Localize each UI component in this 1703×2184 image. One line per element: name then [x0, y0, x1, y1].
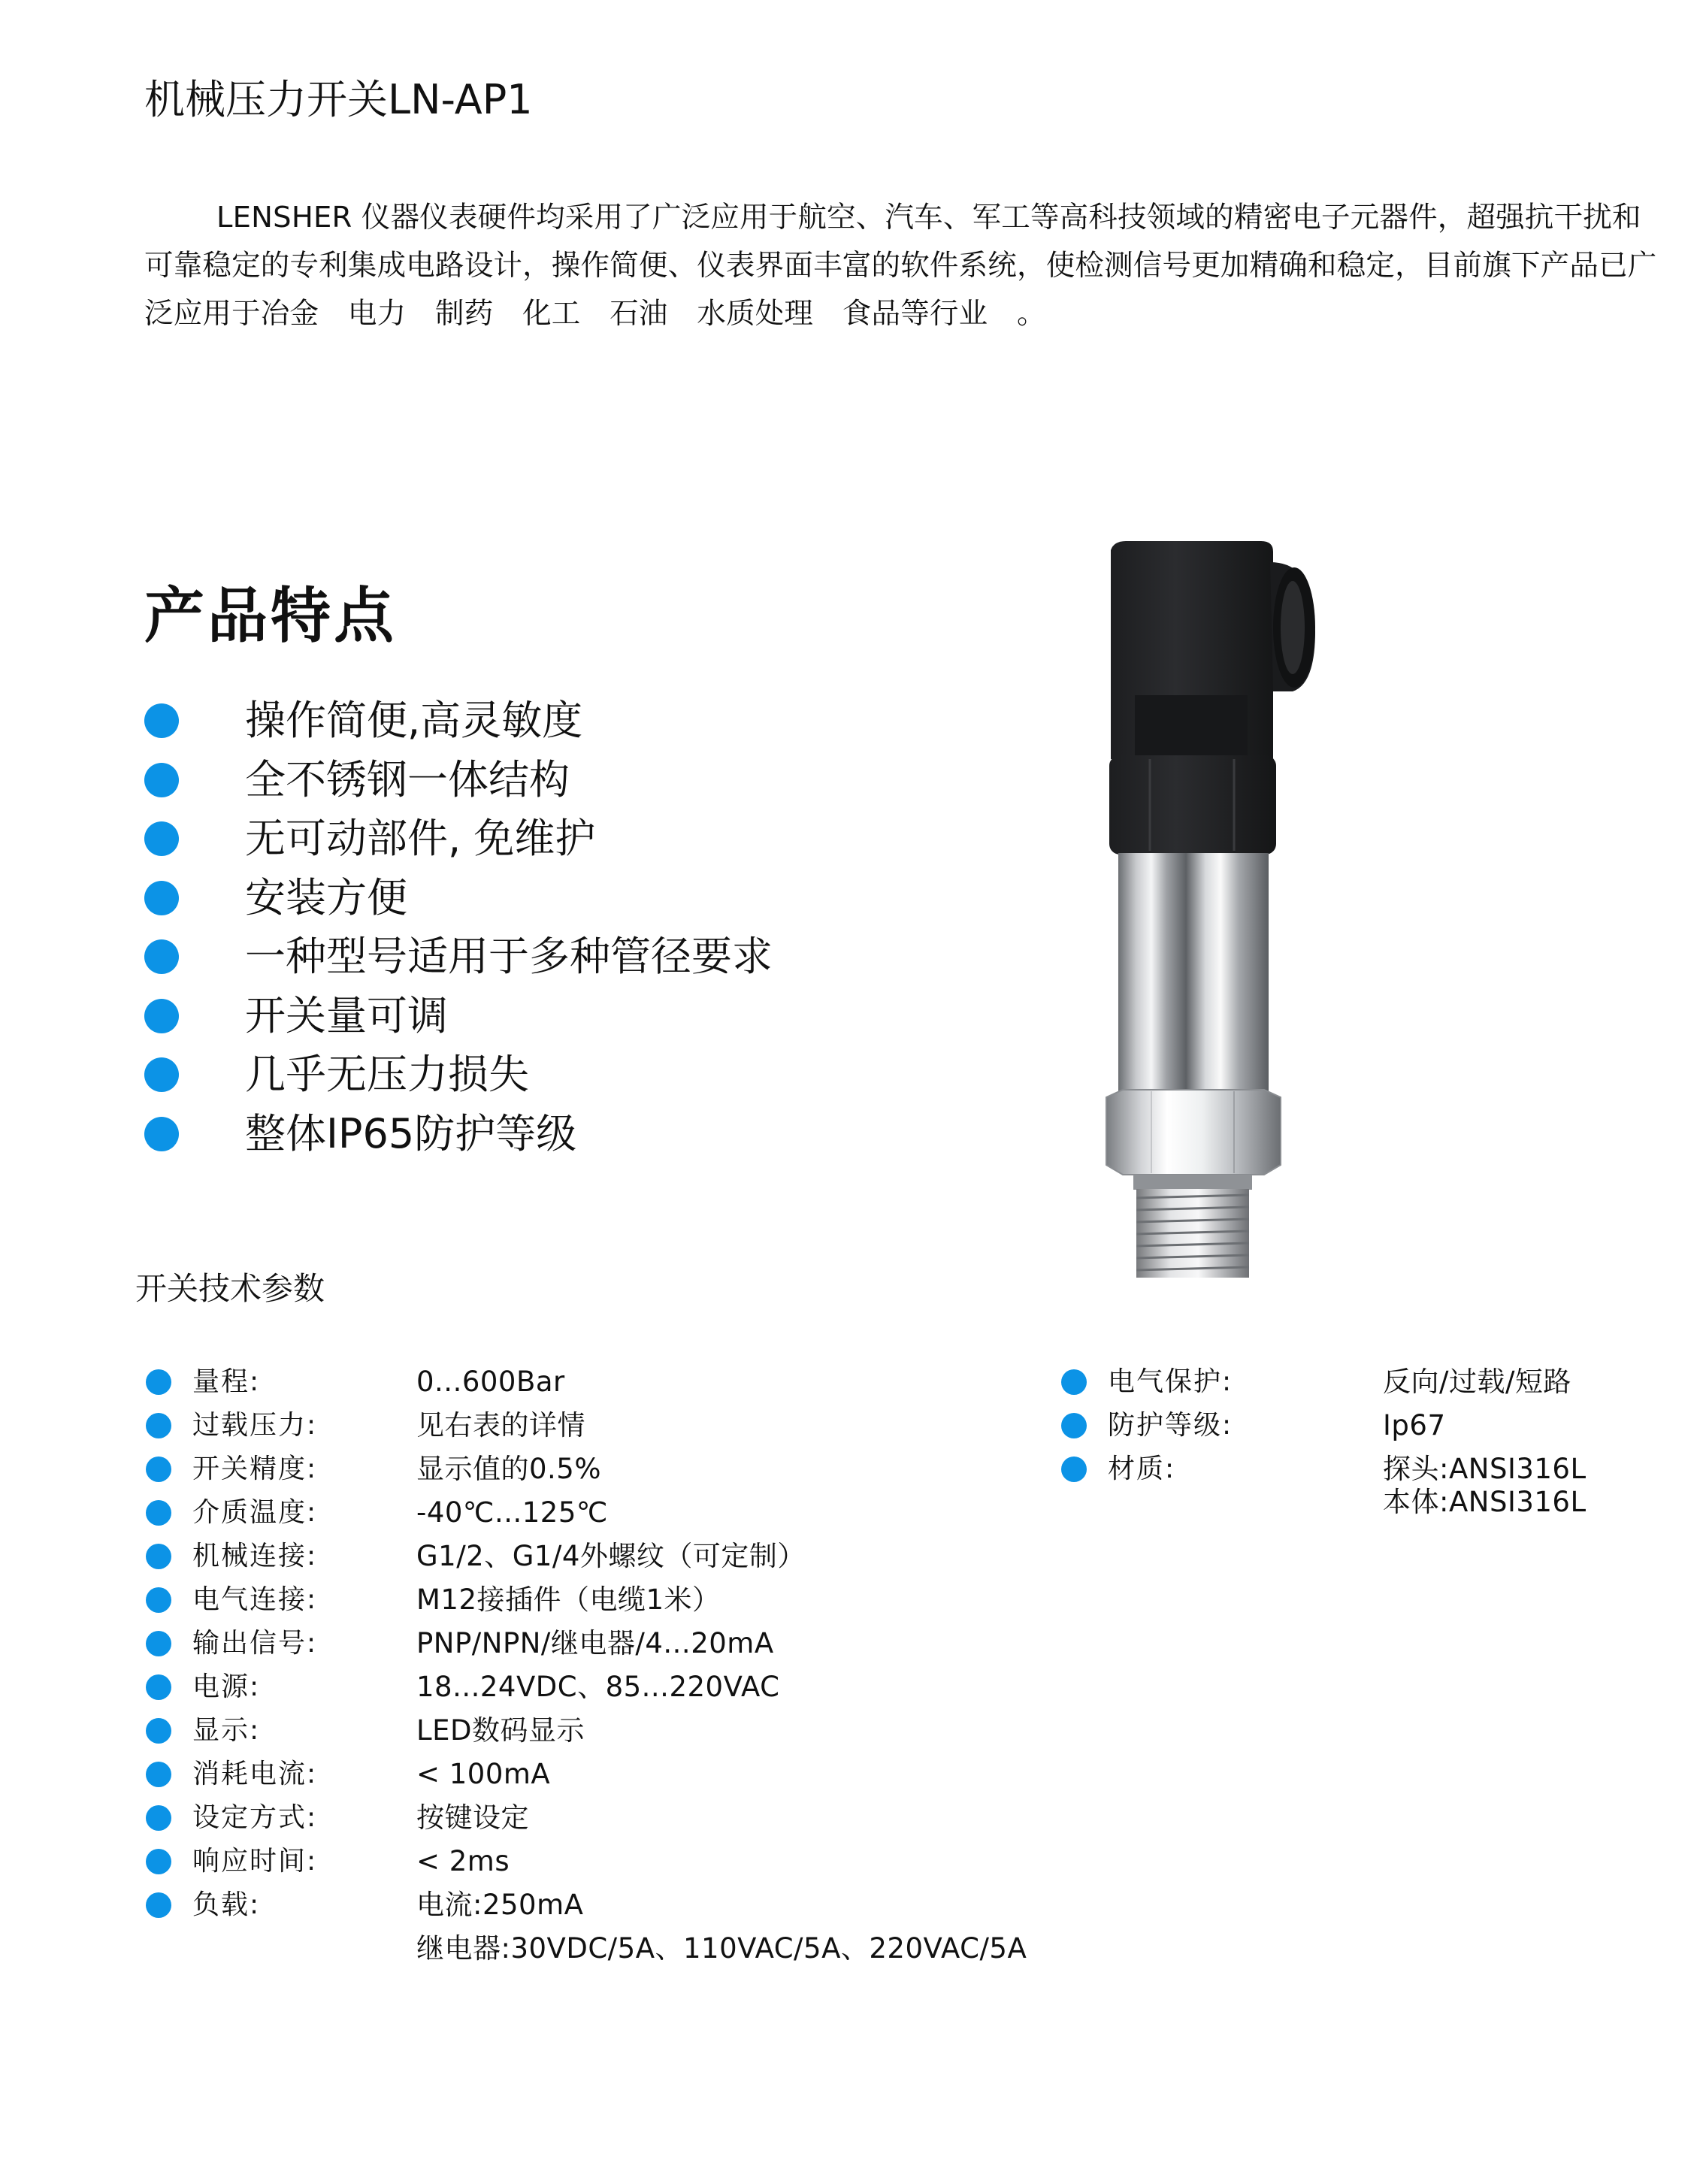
bullet-icon: [144, 999, 179, 1033]
spec-label: 显示:: [192, 1715, 261, 1746]
bullet-icon: [146, 1631, 171, 1656]
bullet-icon: [1061, 1457, 1087, 1482]
features-heading: 产品特点: [144, 581, 397, 651]
spec-value: 按键设定: [416, 1801, 529, 1834]
feature-item: [144, 987, 773, 1046]
spec-label: 电气保护:: [1108, 1366, 1233, 1397]
tech-params-heading: 开关技术参数: [135, 1270, 325, 1307]
spec-label: 介质温度:: [192, 1497, 318, 1528]
feature-item: [144, 751, 773, 810]
intro-paragraph: [144, 194, 1670, 338]
spec-value: -40℃...125℃: [416, 1496, 608, 1529]
spec-value: G1/2、G1/4外螺纹（可定制）: [416, 1540, 806, 1572]
spec-label: 电源:: [192, 1671, 261, 1702]
bullet-icon: [146, 1544, 171, 1569]
bullet-icon: [146, 1805, 171, 1831]
bullet-icon: [146, 1674, 171, 1700]
feature-text: 安装方便: [245, 873, 407, 921]
feature-text: 一种型号适用于多种管径要求: [245, 933, 773, 981]
spec-value: Ip67: [1383, 1409, 1446, 1441]
bullet-icon: [146, 1718, 171, 1744]
feature-text: 整体IP65防护等级: [245, 1109, 577, 1157]
spec-label: 响应时间:: [192, 1846, 318, 1877]
bullet-icon: [146, 1457, 171, 1482]
intro-line: 干扰和可靠稳定的专利集成电路设计，操作简便、仪表界面丰富的软件系统，使检测信号更加精确和稳定，目前: [144, 201, 1641, 283]
spec-value: PNP/NPN/继电器/4...20mA: [416, 1627, 774, 1659]
spec-label: 量程:: [192, 1366, 261, 1397]
bullet-icon: [146, 1762, 171, 1787]
spec-label: 设定方式:: [192, 1802, 318, 1833]
feature-item: [144, 1045, 773, 1105]
feature-item: [144, 927, 773, 987]
spec-value: LED数码显示: [416, 1714, 585, 1747]
feature-list: [144, 691, 773, 1163]
spec-value: 继电器:30VDC/5A、110VAC/5A、220VAC/5A: [416, 1932, 1027, 1965]
bullet-icon: [144, 763, 179, 797]
bullet-icon: [1061, 1369, 1087, 1395]
feature-text: 无可动部件, 免维护: [245, 815, 596, 863]
bullet-icon: [146, 1587, 171, 1613]
bullet-icon: [144, 1117, 179, 1151]
bullet-icon: [144, 703, 179, 738]
spec-value: < 2ms: [416, 1845, 510, 1877]
feature-item: [144, 869, 773, 928]
spec-value: 反向/过载/短路: [1383, 1366, 1571, 1398]
spec-value: [1383, 1453, 1587, 1519]
spec-label: 开关精度:: [192, 1453, 318, 1484]
spec-value-line: 探头:ANSI316L: [1383, 1453, 1587, 1485]
bullet-icon: [146, 1892, 171, 1918]
spec-value: 0...600Bar: [416, 1366, 565, 1398]
spec-value: 显示值的0.5%: [416, 1453, 601, 1485]
spec-value: 见右表的详情: [416, 1409, 585, 1441]
bullet-icon: [146, 1413, 171, 1438]
spec-label: 材质:: [1108, 1453, 1176, 1484]
spec-value-line: 本体:ANSI316L: [1383, 1486, 1587, 1518]
spec-label: 电气连接:: [192, 1584, 318, 1615]
intro-line: 旗下产品已广泛应用于冶金 电力 制药 化工 石油 水质处理 食品等行业 。: [144, 249, 1657, 331]
bullet-icon: [144, 821, 179, 856]
spec-label: 消耗电流:: [192, 1759, 318, 1789]
bullet-icon: [146, 1369, 171, 1395]
bullet-icon: [146, 1849, 171, 1874]
bullet-icon: [146, 1500, 171, 1526]
feature-text: 开关量可调: [245, 991, 448, 1039]
spec-label: 防护等级:: [1108, 1410, 1233, 1441]
spec-label: 负载:: [192, 1889, 261, 1920]
intro-line: LENSHER 仪器仪表硬件均采用了广泛应用于航空、汽车、军工等高科技领域的精密电子元器件，超强抗: [216, 201, 1554, 234]
bullet-icon: [144, 939, 179, 974]
spec-value: < 100mA: [416, 1758, 551, 1790]
spec-value: M12接插件（电缆1米）: [416, 1584, 721, 1616]
feature-text: 几乎无压力损失: [245, 1051, 529, 1099]
feature-text: 操作简便,高灵敏度: [245, 697, 583, 745]
spec-label: 输出信号:: [192, 1628, 318, 1659]
spec-label: 过载压力:: [192, 1410, 318, 1441]
spec-value: 18...24VDC、85...220VAC: [416, 1671, 780, 1703]
feature-item: [144, 691, 773, 751]
feature-item: [144, 809, 773, 869]
spec-label: 机械连接:: [192, 1541, 318, 1571]
feature-text: 全不锈钢一体结构: [245, 755, 570, 803]
pressure-switch-image: [1067, 541, 1323, 1278]
bullet-icon: [1061, 1413, 1087, 1438]
bullet-icon: [144, 1057, 179, 1092]
page-title: 机械压力开关LN-AP1: [144, 76, 533, 123]
bullet-icon: [144, 881, 179, 915]
spec-value: 电流:250mA: [416, 1889, 584, 1921]
feature-item: [144, 1105, 773, 1164]
